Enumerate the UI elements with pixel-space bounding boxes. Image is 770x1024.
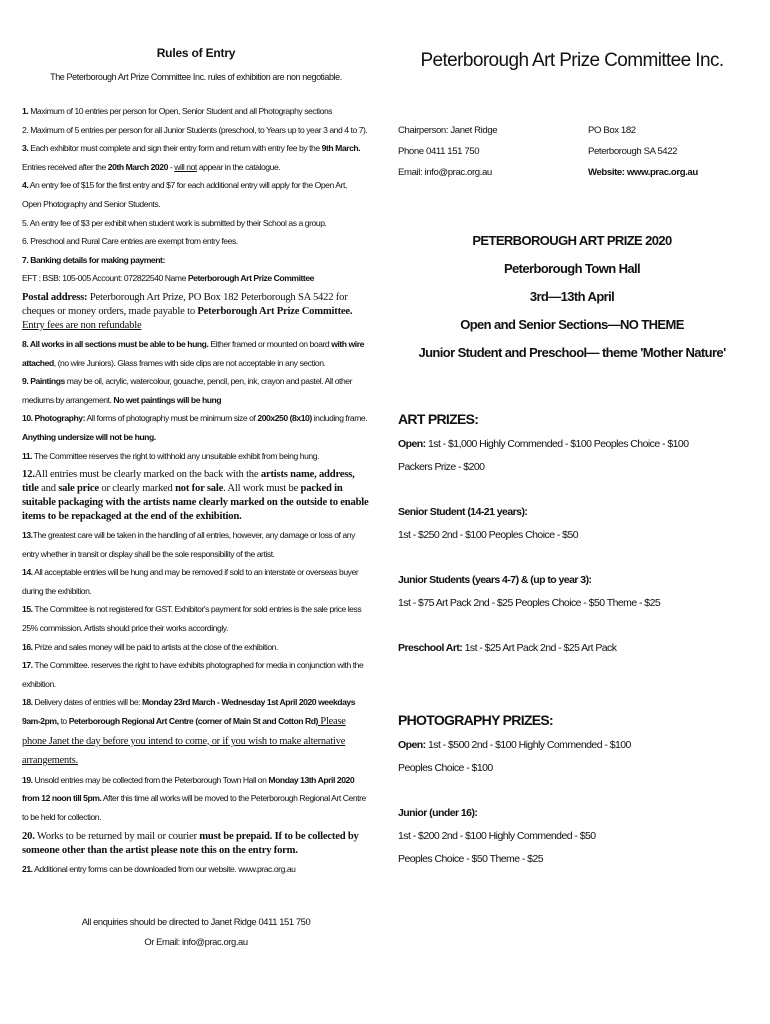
rule-14: 14. All acceptable entries will be hung and may be removed if sold to an interstate or overseas buyer during the exhibition. <box>22 567 359 596</box>
rule-2: 2. Maximum of 5 entries per person for all Junior Students (preschool, to Years up to year 3 and 4 to 7). <box>22 124 368 135</box>
art-open-packers: Packers Prize - $200 <box>398 461 485 473</box>
contact-left <box>398 120 497 183</box>
phone: Phone 0411 151 750 <box>398 146 480 157</box>
photo-junior-label: Junior (under 16): <box>398 807 478 819</box>
po-box: PO Box 182 <box>588 125 636 136</box>
rule-15: 15. The Committee is not registered for GST. Exhibitor's payment for sold entries is the sale price less 25% commission. Artists should price their works accordingly. <box>22 604 362 634</box>
rule-11: 11. The Committee reserves the right to withhold any unsuitable exhibit from being hung. <box>22 450 320 461</box>
town: Peterborough SA 5422 <box>588 146 678 157</box>
prize-column <box>398 50 746 871</box>
website: Website: www.prac.org.au <box>588 167 698 178</box>
art-open: Open: 1st - $1,000 Highly Commended - $100 Peoples Choice - $100 <box>398 438 689 450</box>
photo-junior: 1st - $200 2nd - $100 Highly Commended - $50 <box>398 830 596 842</box>
footer-line-2: Or Email: info@prac.org.au <box>144 936 248 947</box>
rules-title: Rules of Entry <box>156 46 236 60</box>
rule-13: 13.The greatest care will be taken in the handling of all entries, however, any damage or loss of any entry whether in transit or display shall be the sole responsibility of the artist. <box>22 530 355 559</box>
rule-20: 20. Works to be returned by mail or courier must be prepaid. If to be collected by someone other than the artist please note this on the entry form. <box>22 830 359 856</box>
photo-prizes-heading: PHOTOGRAPHY PRIZES: <box>398 712 553 728</box>
rule-4-cont: Open Photography and Senior Students. <box>22 198 161 209</box>
rule-16: 16. Prize and sales money will be paid to artists at the close of the exhibition. <box>22 641 278 652</box>
rule-5: 5. An entry fee of $3 per exhibit when student work is submitted by their School as a group. <box>22 217 327 228</box>
rule-8: 8. All works in all sections must be able to be hung. Either framed or mounted on board with wire attached, (no wire Juniors). Glass frames with side clips are not acceptable in any section. <box>22 338 364 368</box>
art-junior-label: Junior Students (years 4-7) & (up to year 3): <box>398 574 592 586</box>
rule-7: 7. Banking details for making payment: <box>22 254 165 265</box>
event-venue: Peterborough Town Hall <box>503 261 641 276</box>
art-junior: 1st - $75 Art Pack 2nd - $25 Peoples Choice - $50 Theme - $25 <box>398 597 661 609</box>
rule-12: 12.All entries must be clearly marked on the back with the artists name, address, title and sale price or clearly marked not for sale. All work must be packed in suitable packaging with the artists name clearly marked on the outside to enable items to be repackaged at the end of the exhibition. <box>22 469 369 523</box>
rules-column <box>22 46 370 878</box>
org-title: Peterborough Art Prize Committee Inc. <box>420 50 724 71</box>
enquiries-footer <box>22 912 370 952</box>
art-prizes-heading: ART PRIZES: <box>398 411 479 427</box>
postal-address: Postal address: Peterborough Art Prize, PO Box 182 Peterborough SA 5422 for cheques or money orders, made payable to Peterborough Art Prize Committee. Entry fees are non refundable <box>22 291 353 331</box>
email: Email: info@prac.org.au <box>398 167 492 178</box>
junior-theme: Junior Student and Preschool— theme 'Mother Nature' <box>418 345 726 360</box>
contact-right <box>588 120 698 183</box>
art-preschool: Preschool Art: 1st - $25 Art Pack 2nd - $25 Art Pack <box>398 642 617 654</box>
art-senior: 1st - $250 2nd - $100 Peoples Choice - $50 <box>398 529 579 541</box>
rule-1: 1. Maximum of 10 entries per person for Open, Senior Student and all Photography sections <box>22 106 333 116</box>
rule-17: 17. The Committee. reserves the right to have exhibits photographed for media in conjunction with the exhibition. <box>22 660 364 689</box>
open-theme: Open and Senior Sections—NO THEME <box>460 317 684 332</box>
rules-subtitle: The Peterborough Art Prize Committee Inc. rules of exhibition are non negotiable. <box>50 72 342 82</box>
contact-block <box>398 120 698 183</box>
footer-line-1: All enquiries should be directed to Janet Ridge 0411 151 750 <box>81 916 311 927</box>
rule-9: 9. Paintings may be oil, acrylic, watercolour, gouache, pencil, pen, ink, crayon and pastel. All other mediums by arrangement. No wet paintings will be hung <box>22 376 353 405</box>
chairperson: Chairperson: Janet Ridge <box>398 125 498 136</box>
rule-6: 6. Preschool and Rural Care entries are exempt from entry fees. <box>22 236 238 247</box>
rule-10: 10. Photography: All forms of photography must be minimum size of 200x250 (8x10) including frame. Anything undersize will not be hung. <box>22 413 368 442</box>
photo-open-choice: Peoples Choice - $100 <box>398 762 493 774</box>
art-senior-label: Senior Student (14-21 years): <box>398 506 528 518</box>
photo-open: Open: 1st - $500 2nd - $100 Highly Commended - $100 <box>398 739 631 751</box>
rule-4: 4. An entry fee of $15 for the first entry and $7 for each additional entry will apply for the Open Art, <box>22 180 347 191</box>
rule-18: 18. Delivery dates of entries will be: Monday 23rd March - Wednesday 1st April 2020 weekdays 9am-2pm, to Peterborough Regional Art Centre (corner of Main St and Cotton Rd) Please phone Janet the day before you intend to come, or if you wish to make alternative arrangements. <box>22 697 356 767</box>
event-dates: 3rd—13th April <box>529 289 615 304</box>
event-name: PETERBOROUGH ART PRIZE 2020 <box>472 233 672 248</box>
rule-3: 3. Each exhibitor must complete and sign their entry form and return with entry fee by the 9th March. <box>22 143 361 154</box>
photo-junior-choice: Peoples Choice - $50 Theme - $25 <box>398 853 544 865</box>
rule-3-cont: Entries received after the 20th March 2020 - will not appear in the catalogue. <box>22 161 281 172</box>
rule-21: 21. Additional entry forms can be downloaded from our website. www.prac.org.au <box>22 863 296 874</box>
event-info <box>398 227 746 367</box>
rule-7-banking: EFT : BSB: 105-005 Account: 072822540 Name Peterborough Art Prize Committee <box>22 273 315 284</box>
rule-19: 19. Unsold entries may be collected from the Peterborough Town Hall on Monday 13th April 2020 from 12 noon till 5pm. After this time all works will be moved to the Peterborough Regional Art Centre to be held for collection. <box>22 774 366 822</box>
